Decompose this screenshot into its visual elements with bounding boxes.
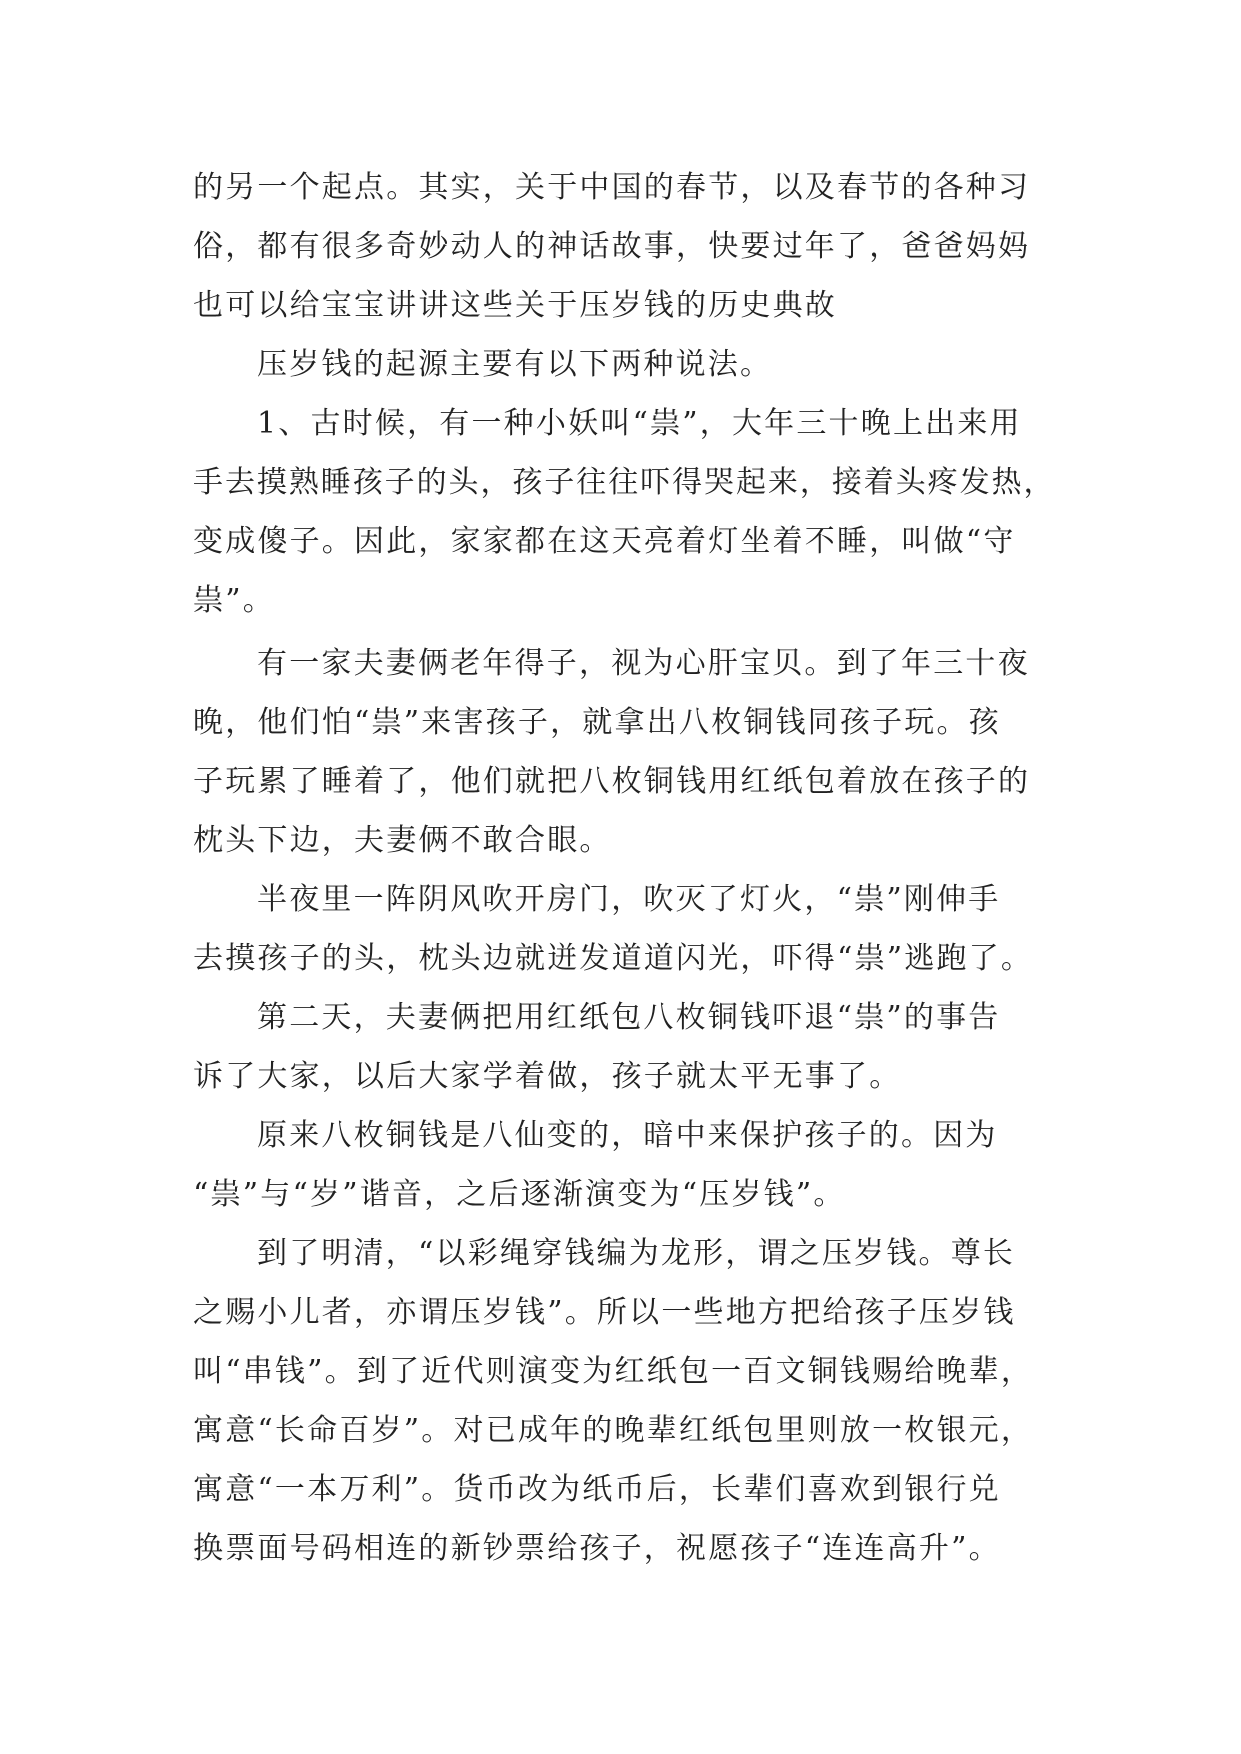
text-line: 俗，都有很多奇妙动人的神话故事，快要过年了，爸爸妈妈 — [193, 229, 1031, 264]
text-line: 寓意“一本万利”。货币改为纸币后，长辈们喜欢到银行兑 — [193, 1472, 1001, 1507]
text-line: 的另一个起点。其实，关于中国的春节，以及春节的各种习 — [193, 170, 1031, 205]
paragraph-eight-immortals — [193, 1106, 1055, 1224]
text-line: 有一家夫妻俩老年得子，视为心肝宝贝。到了年三十夜 — [257, 646, 1030, 681]
paragraph-intro — [193, 158, 1055, 335]
text-line: 去摸孩子的头，枕头边就迸发道道闪光，吓得“祟”逃跑了。 — [193, 941, 1034, 976]
text-line: “祟”与“岁”谐音，之后逐渐演变为“压岁钱”。 — [193, 1177, 846, 1212]
text-line: 第二天，夫妻俩把用红纸包八枚铜钱吓退“祟”的事告 — [257, 1000, 1001, 1035]
text-line: 到了明清，“以彩绳穿钱编为龙形，谓之压岁钱。尊长 — [257, 1236, 1016, 1271]
paragraph-ming-qing — [193, 1224, 1055, 1578]
text-line: 之赐小儿者，亦谓压岁钱”。所以一些地方把给孩子压岁钱 — [193, 1295, 1016, 1330]
text-line: 叫“串钱”。到了近代则演变为红纸包一百文铜钱赐给晚辈， — [193, 1354, 1034, 1389]
text-line: 祟”。 — [193, 583, 275, 618]
text-line: 子玩累了睡着了，他们就把八枚铜钱用红纸包着放在孩子的 — [193, 764, 1031, 799]
text-line: 也可以给宝宝讲讲这些关于压岁钱的历史典故 — [193, 288, 837, 323]
text-line: 寓意“长命百岁”。对已成年的晚辈红纸包里则放一枚银元， — [193, 1413, 1034, 1448]
text-line: 晚，他们怕“祟”来害孩子，就拿出八枚铜钱同孩子玩。孩 — [193, 705, 1001, 740]
text-line: 换票面号码相连的新钞票给孩子，祝愿孩子“连连高升”。 — [193, 1531, 1001, 1566]
paragraph-origin-heading — [193, 335, 1055, 394]
text-line: 压岁钱的起源主要有以下两种说法。 — [257, 347, 773, 382]
text-line: 手去摸熟睡孩子的头，孩子往往吓得哭起来，接着头疼发热， — [193, 465, 1056, 500]
text-line: 半夜里一阵阴风吹开房门，吹灭了灯火，“祟”刚伸手 — [257, 882, 1001, 917]
text-line: 变成傻子。因此，家家都在这天亮着灯坐着不睡，叫做“守 — [193, 524, 1016, 559]
text-line: 1、古时候，有一种小妖叫“祟”，大年三十晚上出来用 — [257, 406, 1022, 441]
paragraph-midnight — [193, 870, 1055, 988]
text-line: 原来八枚铜钱是八仙变的，暗中来保护孩子的。因为 — [257, 1118, 998, 1153]
paragraph-old-couple — [193, 634, 1055, 870]
document-body — [193, 158, 1055, 1578]
paragraph-legend-1 — [193, 394, 1055, 630]
text-line: 枕头下边，夫妻俩不敢合眼。 — [193, 823, 612, 858]
text-line: 诉了大家，以后大家学着做，孩子就太平无事了。 — [193, 1059, 902, 1094]
paragraph-next-day — [193, 988, 1055, 1106]
